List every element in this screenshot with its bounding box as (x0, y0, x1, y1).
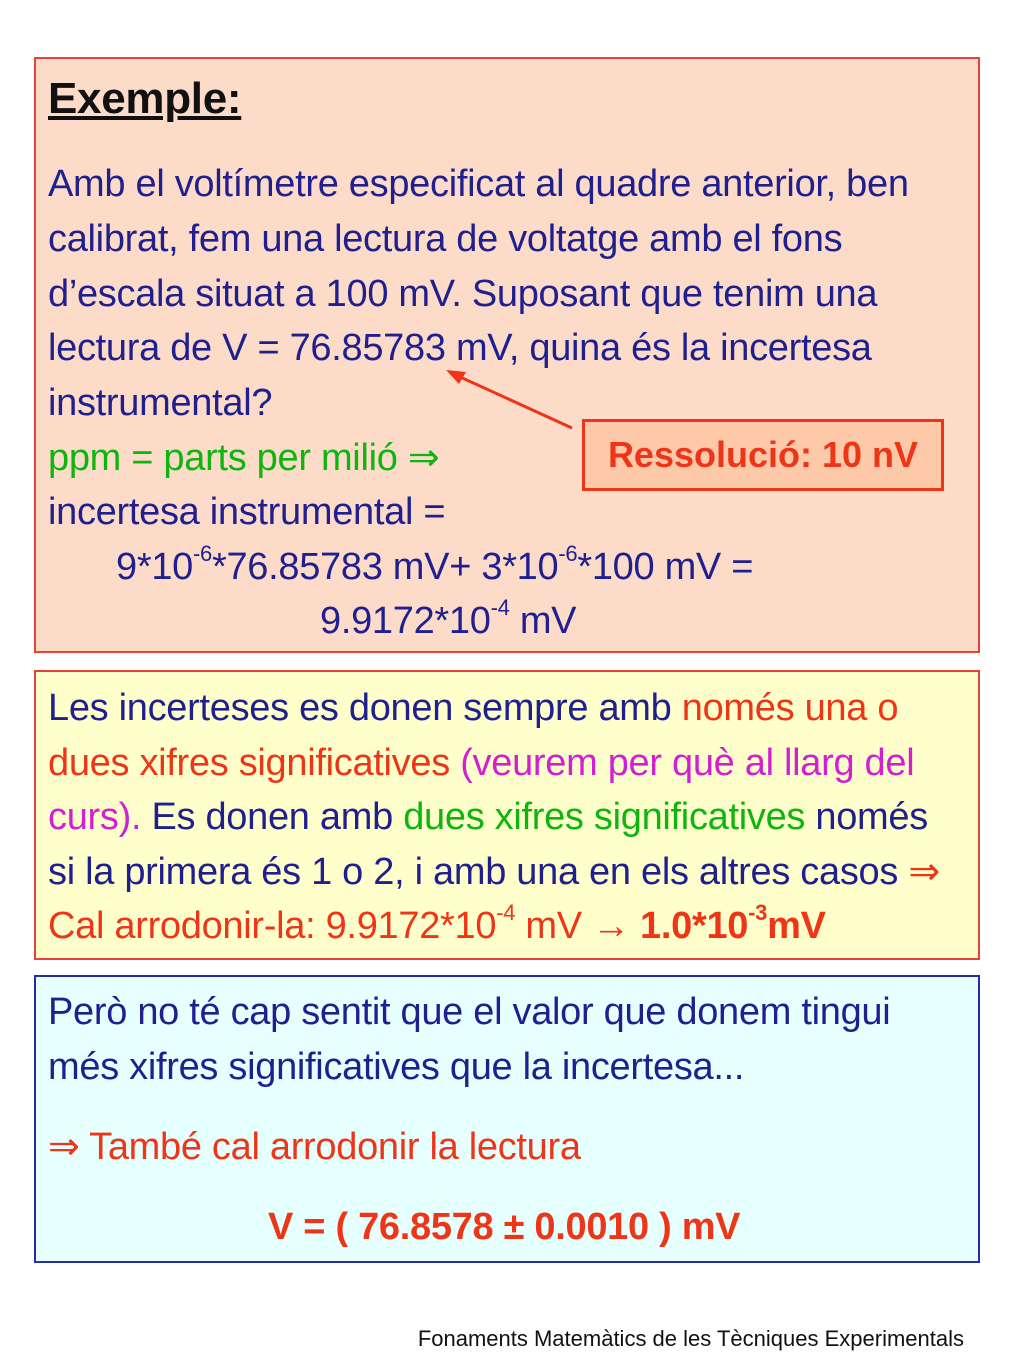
rule-4a: si la primera és 1 o 2, i amb una en els altres casos (48, 851, 909, 893)
implies-icon: ⇒ (407, 437, 440, 479)
example-line-5: instrumental? (48, 382, 273, 424)
rule-1a: Les incerteses es donen sempre amb (48, 687, 682, 729)
final-result: V = ( 76.8578 ± 0.0010 ) mV (268, 1206, 741, 1248)
round-from-exp: -4 (496, 900, 516, 925)
round-to-unit: mV (767, 905, 826, 947)
reading-line-1: Però no té cap sentit que el valor que donem tingui (48, 991, 891, 1033)
resolution-callout: Ressolució: 10 nV (582, 419, 944, 491)
result-exp: -4 (490, 595, 510, 620)
rule-3d: només (805, 796, 928, 838)
uncertainty-formula (116, 540, 753, 594)
formula-part-3: *100 mV = (577, 546, 754, 588)
round-to: 1.0*10 (629, 905, 749, 947)
rule-line-5 (48, 899, 826, 953)
example-line-2: calibrat, fem una lectura de voltatge amb el fons (48, 218, 843, 260)
ppm-line (48, 431, 439, 485)
rule-line-1 (48, 681, 898, 735)
formula-part-2: *76.85783 mV+ 3*10 (211, 546, 559, 588)
ppm-text: ppm = parts per milió (48, 437, 398, 479)
uncertainty-result (320, 594, 576, 648)
formula-exp-1: -6 (193, 541, 212, 566)
result-unit: mV (509, 600, 577, 642)
rule-2b: (veurem per què al llarg del (460, 742, 915, 784)
round-to-exp: -3 (748, 900, 768, 925)
reading-line-2: més xifres significatives que la incertesa... (48, 1046, 745, 1088)
result-mantissa: 9.9172*10 (320, 600, 491, 642)
round-from-unit: mV (515, 905, 593, 947)
right-arrow-icon: → (592, 905, 630, 947)
implies-icon-2: ⇒ (908, 851, 940, 893)
example-line-4: lectura de V = 76.85783 mV, quina és la incertesa (48, 327, 872, 369)
footer-course-title: Fonaments Matemàtics de les Tècniques Experimentals (417, 1326, 964, 1351)
example-line-3: d’escala situat a 100 mV. Suposant que tenim una (48, 273, 878, 315)
round-from: Cal arrodonir-la: 9.9172*10 (48, 905, 497, 947)
reading-line-3-text: També cal arrodonir la lectura (79, 1126, 581, 1168)
rule-1b: només una o (681, 687, 899, 729)
example-heading: Exemple: (48, 74, 242, 123)
rule-3c: dues xifres significatives (403, 796, 806, 838)
implies-icon-3: ⇒ (48, 1126, 80, 1168)
example-line-1: Amb el voltímetre especificat al quadre anterior, ben (48, 163, 909, 205)
rule-line-3 (48, 790, 928, 844)
uncertainty-label: incertesa instrumental = (48, 491, 446, 533)
rule-line-4 (48, 845, 940, 899)
formula-part-1: 9*10 (116, 546, 193, 588)
rule-line-2 (48, 736, 914, 790)
reading-line-3 (48, 1120, 581, 1174)
formula-exp-2: -6 (558, 541, 578, 566)
rule-2a: dues xifres significatives (48, 742, 461, 784)
rule-3b: Es donen amb (151, 796, 404, 838)
rule-3a: curs). (48, 796, 152, 838)
